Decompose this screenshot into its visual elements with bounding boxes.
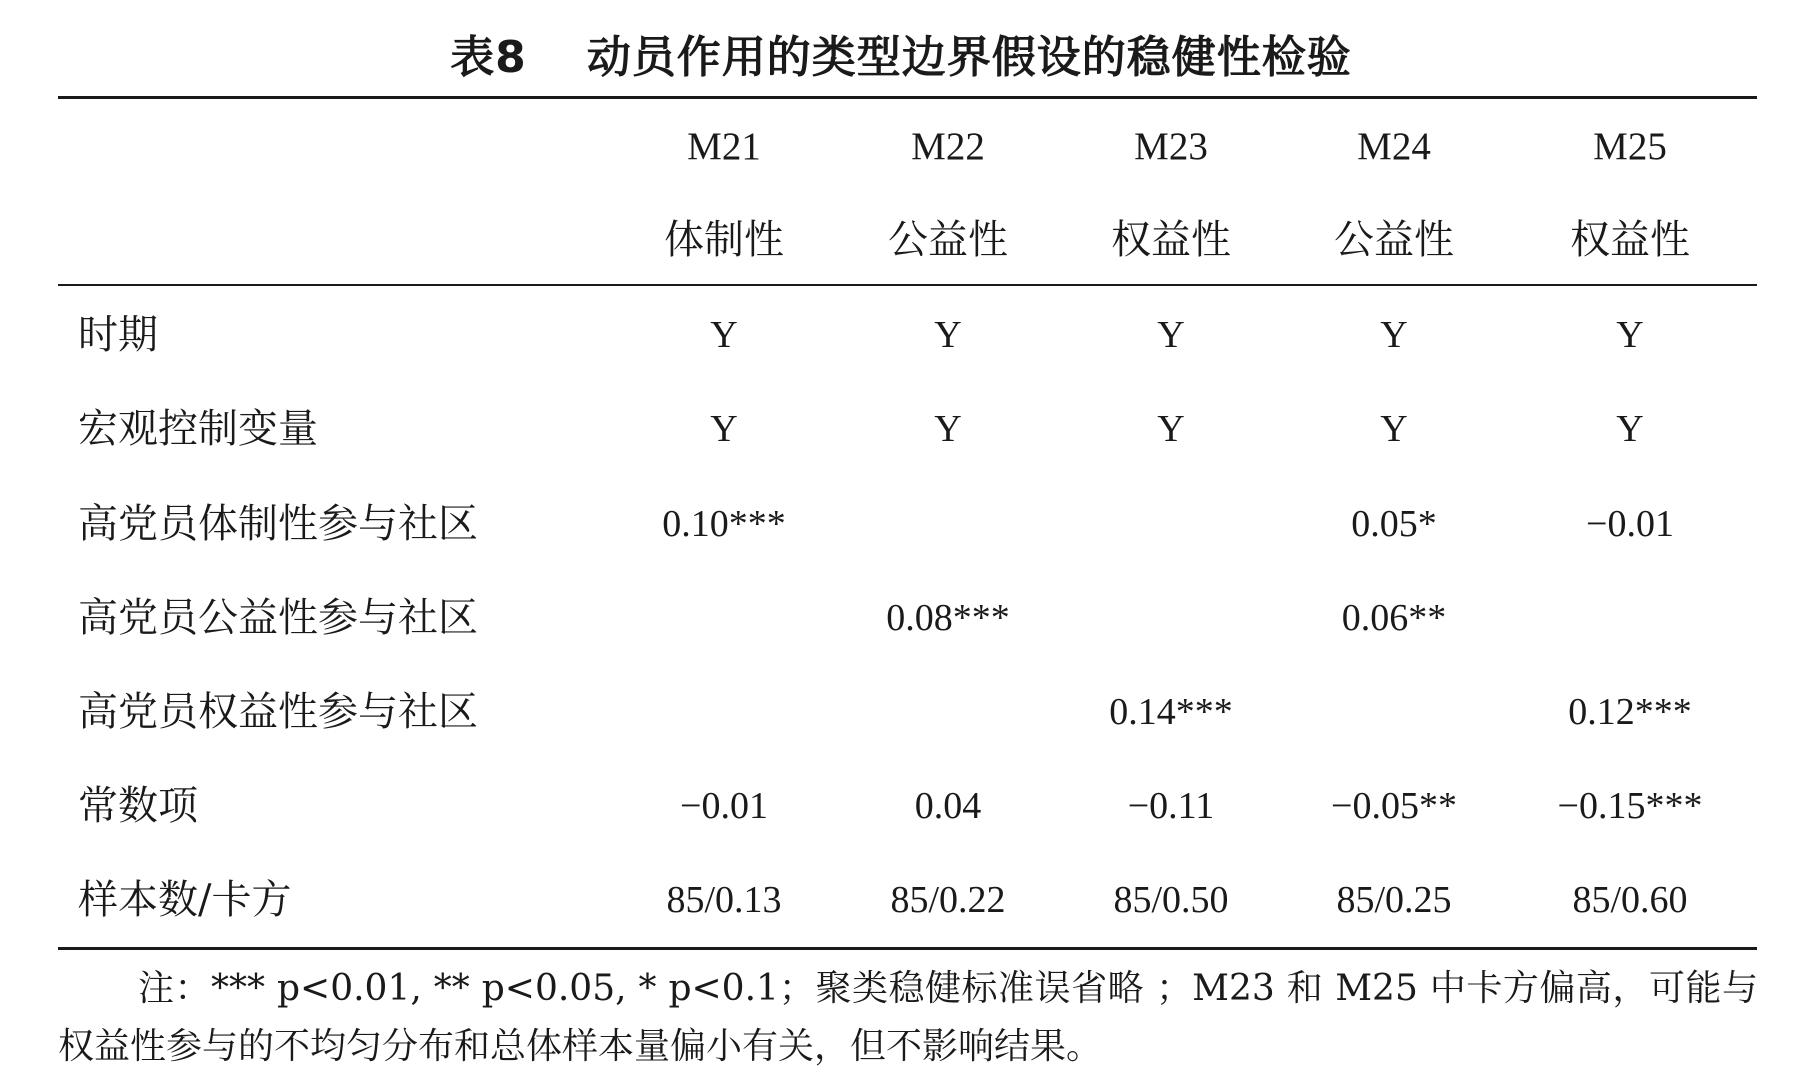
table-cell: Y [1616, 314, 1644, 356]
table-cell: −0.01 [1586, 503, 1674, 545]
header-rule [58, 284, 1757, 286]
table-cell [833, 682, 1063, 742]
row-label: 宏观控制变量 [78, 406, 318, 452]
table-cell: Y [934, 314, 962, 356]
table-cell: 0.08*** [886, 597, 1010, 639]
row-label: 样本数/卡方 [78, 877, 292, 923]
table-cell [833, 494, 1063, 554]
column-header-type: 体制性 [664, 217, 784, 263]
table-cell: 0.14*** [1109, 691, 1233, 733]
bottom-rule [58, 947, 1757, 950]
row-label: 时期 [78, 312, 158, 358]
column-header-model: M24 [1357, 125, 1431, 168]
table-label: 表8 [450, 32, 527, 83]
table-cell [1279, 682, 1509, 742]
column-header-model: M25 [1593, 125, 1667, 168]
table-cell [1515, 588, 1745, 648]
table-cell: −0.01 [680, 785, 768, 827]
table-cell: 0.06** [1341, 597, 1447, 639]
table-cell: −0.15*** [1557, 785, 1703, 827]
table-cell: 85/0.25 [1336, 879, 1452, 921]
table-cell [609, 588, 839, 648]
table-cell: 0.10*** [662, 503, 786, 545]
row-label: 高党员权益性参与社区 [78, 689, 478, 735]
table-cell [1056, 494, 1286, 554]
table-cell: 85/0.22 [890, 879, 1006, 921]
column-header-type: 权益性 [1111, 217, 1231, 263]
table-note: 注：*** p<0.01, ** p<0.05, * p<0.1；聚类稳健标准误省略 ；M23 和 M25 中卡方偏高，可能与权益性参与的不均匀分布和总体样本量偏小有关，但不影响结果。 [58, 968, 1758, 1067]
table-cell: Y [710, 314, 738, 356]
table-cell: Y [1157, 408, 1185, 450]
top-rule [58, 96, 1757, 99]
table-cell [609, 682, 839, 742]
table-title-text: 动员作用的类型边界假设的稳健性检验 [586, 32, 1352, 83]
table-title [0, 28, 1802, 88]
column-header-type: 权益性 [1570, 217, 1690, 263]
table-cell: −0.05** [1331, 785, 1457, 827]
table-cell: Y [1157, 314, 1185, 356]
table-cell: 0.12*** [1568, 691, 1692, 733]
table-cell [1056, 588, 1286, 648]
row-label: 常数项 [78, 783, 198, 829]
table-cell: −0.11 [1127, 785, 1215, 827]
column-header-model: M22 [911, 125, 985, 168]
table-cell: Y [1616, 408, 1644, 450]
table-cell: Y [934, 408, 962, 450]
column-header-type: 公益性 [888, 217, 1008, 263]
table-cell: 0.04 [914, 785, 982, 827]
table-cell: 85/0.50 [1113, 879, 1229, 921]
table-cell: 0.05* [1351, 503, 1437, 545]
row-label: 高党员公益性参与社区 [78, 595, 478, 641]
row-label: 高党员体制性参与社区 [78, 501, 478, 547]
table-cell: 85/0.13 [666, 879, 782, 921]
column-header-model: M21 [687, 125, 761, 168]
column-header-model: M23 [1134, 125, 1208, 168]
table-cell: Y [1380, 408, 1408, 450]
table-cell: Y [710, 408, 738, 450]
table-cell: Y [1380, 314, 1408, 356]
table-cell: 85/0.60 [1572, 879, 1688, 921]
column-header-type: 公益性 [1334, 217, 1454, 263]
